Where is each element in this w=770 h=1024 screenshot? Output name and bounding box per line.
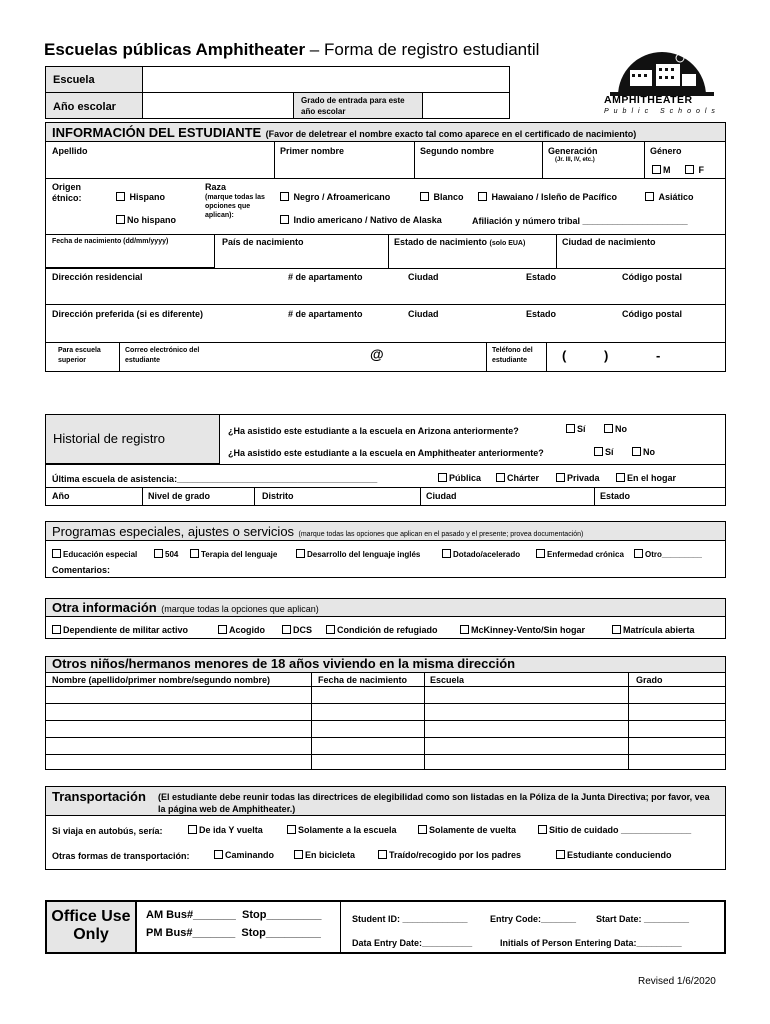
checkbox-icon[interactable] [296,549,305,558]
student-email-field[interactable] [216,344,484,370]
divider [556,234,557,268]
middle-name-field[interactable] [416,156,540,176]
program-chronic-option[interactable] [536,549,624,559]
checkbox-icon[interactable] [418,825,427,834]
race-native-option[interactable] [280,215,442,225]
program-special-ed-option[interactable] [52,549,137,559]
school-type-home-option[interactable] [616,473,676,483]
other-label: DCS [293,625,313,635]
pm-bus-field[interactable]: PM Bus#_______ Stop_________ [146,927,321,939]
birth-city-field[interactable] [558,248,724,266]
zip-label: Código postal [622,272,682,282]
race-black-option[interactable] [280,192,390,202]
program-label: Desarrollo del lenguaje inglés [307,550,421,559]
other-foster-option[interactable] [218,625,265,635]
gender-female-option[interactable] [685,165,704,175]
checkbox-icon[interactable] [442,549,451,558]
sibling-row[interactable] [46,704,724,719]
program-504-option[interactable] [154,549,178,559]
transport-driving-option[interactable] [556,850,672,860]
first-name-field[interactable] [276,156,412,176]
amphitheater-question: ¿Ha asistido este estudiante a la escuela en Amphitheater anteriormente? [228,448,544,458]
bus-option-label: Sitio de cuidado ______________ [549,825,692,835]
initials-field[interactable]: Initials of Person Entering Data:_________ [500,938,682,948]
other-open-enrollment-option[interactable] [612,625,695,635]
transport-note: (El estudiante debe reunir todas las directrices de elegibilidad como son listadas en la Póliza de la Junta Directiva; por favor, vea la página web de Amphitheater.) [158,792,710,814]
student-header-title: INFORMACIÓN DEL ESTUDIANTE [52,125,262,140]
logo-subtitle: Public Schools [604,108,720,115]
divider [274,142,275,178]
divider [45,342,726,343]
home-label: En el hogar [627,473,677,483]
student-email-label: Correo electrónico del estudiante [125,347,200,364]
checkbox-icon[interactable] [287,825,296,834]
revised-date: Revised 1/6/2020 [638,976,716,987]
checkbox-icon[interactable] [634,549,643,558]
bus-return-option[interactable] [418,825,516,835]
program-speech-option[interactable] [190,549,277,559]
phone-paren-close: ) [604,348,609,363]
public-label: Pública [449,473,482,483]
race-hawaiian-option[interactable] [478,192,617,202]
program-label: Terapia del lenguaje [201,550,278,559]
checkbox-icon[interactable] [538,825,547,834]
checkbox-icon[interactable] [645,192,654,201]
sibling-school-header: Escuela [430,675,465,685]
apt2-label: # de apartamento [288,309,363,319]
history-year-label: Año [52,491,70,501]
preferred-address-label: Dirección preferida (si es diferente) [52,309,204,319]
bus-option-label: Solamente de vuelta [429,825,517,835]
state-label: Estado [526,272,557,282]
checkbox-icon[interactable] [460,625,469,634]
transport-option-label: Caminando [225,850,275,860]
office-use-title: Office Use Only [51,908,131,943]
checkbox-icon[interactable] [536,549,545,558]
other-label: Matrícula abierta [623,625,695,635]
transport-parents-option[interactable] [378,850,521,860]
other-dcs-option[interactable] [282,625,312,635]
entry-grade-label: Grado de entrada para este año escolar [301,96,405,116]
checkbox-icon[interactable] [116,192,125,201]
divider [119,342,120,372]
transport-option-label: Traído/recogido por los padres [389,850,522,860]
race-native-label: Indio americano / Nativo de Alaska [293,215,442,225]
district-logo [600,48,724,120]
divider [388,234,389,268]
divider [45,268,726,269]
checkbox-icon[interactable] [420,192,429,201]
programs-note: (marque todas las opciones que aplican en el pasado y el presente; provea documentación) [298,531,584,538]
school-field[interactable] [142,66,510,93]
bus-option-label: Solamente a la escuela [298,825,397,835]
amphitheater-yes-option[interactable] [594,447,614,457]
generation-label: Generación [548,146,598,156]
programs-title: Programas especiales, ajustes o servicios [52,524,295,539]
birth-state-field[interactable] [390,248,554,266]
programs-title-row [52,523,583,541]
checkbox-icon[interactable] [326,625,335,634]
first-name-label: Primer nombre [280,146,345,156]
race-label: Raza [205,182,227,192]
city2-label: Ciudad [408,309,439,319]
program-label: Enfermedad crónica [547,550,624,559]
race-asian-option[interactable] [645,192,694,202]
birth-city-label: Ciudad de nacimiento [562,237,656,247]
checkbox-icon[interactable] [154,549,163,558]
checkbox-icon[interactable] [52,625,61,634]
home-address-label: Dirección residencial [52,272,143,282]
start-date-field[interactable]: Start Date: _________ [596,914,690,924]
other-transport-label: Otras formas de transportación: [52,851,190,861]
checkbox-icon[interactable] [116,215,125,224]
bus-roundtrip-option[interactable] [188,825,263,835]
divider [414,142,415,178]
arizona-no-label: No [615,424,627,434]
other-label: Acogido [229,625,265,635]
page-title [44,40,539,60]
sibling-row[interactable] [46,738,724,753]
generation-note: (Jr. III, IV, etc.) [555,157,595,163]
transport-option-label: Estudiante conduciendo [567,850,672,860]
student-phone-label: Teléfono del estudiante [492,347,533,364]
program-label: Dotado/acelerado [453,550,521,559]
transport-title: Transportación [52,789,146,804]
sibling-name-header: Nombre (apellido/primer nombre/segundo nombre) [52,675,271,685]
checkbox-icon[interactable] [280,192,289,201]
sibling-row[interactable] [46,755,724,769]
sibling-row[interactable] [46,721,724,736]
school-label-cell [45,66,143,93]
checkbox-icon[interactable] [685,165,694,174]
history-grade-label: Nivel de grado [148,491,211,501]
hispanic-label: Hispano [129,192,166,202]
amphitheater-no-option[interactable] [632,447,655,457]
checkbox-icon[interactable] [612,625,621,634]
birth-country-field[interactable] [216,248,386,266]
data-entry-date-field[interactable]: Data Entry Date:__________ [352,938,473,948]
birth-country-label: País de nacimiento [222,237,304,247]
checkbox-icon[interactable] [604,424,613,433]
other-label: Dependiente de militar activo [63,625,189,635]
sibling-row[interactable] [46,687,724,702]
last-name-field[interactable] [46,156,272,176]
checkbox-icon[interactable] [632,447,641,456]
middle-name-label: Segundo nombre [420,146,494,156]
checkbox-icon[interactable] [616,473,625,482]
amphitheater-yes-label: Sí [605,447,614,457]
arizona-yes-option[interactable] [566,424,586,434]
checkbox-icon[interactable] [190,549,199,558]
birth-state-text: Estado de nacimiento [394,237,488,247]
race-note: (marque todas las opciones que aplican): [205,194,265,219]
school-type-charter-option[interactable] [496,473,539,483]
checkbox-icon[interactable] [478,192,487,201]
program-label: 504 [165,550,179,559]
divider [254,487,255,506]
nonhispanic-option[interactable] [116,215,176,225]
race-black-label: Negro / Afroamericano [293,192,391,202]
checkbox-icon[interactable] [566,424,575,433]
other-military-option[interactable] [52,625,188,635]
bus-label: Si viaja en autobús, sería: [52,826,163,836]
charter-label: Chárter [507,473,540,483]
comments-label: Comentarios: [52,565,111,575]
gender-label: Género [650,146,682,156]
checkbox-icon[interactable] [282,625,291,634]
year-field[interactable] [142,92,294,119]
email-at-sign: @ [370,346,384,362]
home-address-field[interactable] [46,284,724,302]
arizona-question: ¿Ha asistido este estudiante a la escuela en Arizona anteriormente? [228,426,519,436]
history-title: Historial de registro [53,431,165,446]
race-white-option[interactable] [420,192,464,202]
nonhispanic-label: No hispano [127,215,176,225]
divider [340,901,341,953]
arizona-yes-label: Sí [577,424,586,434]
program-label: Otro_________ [645,550,702,559]
checkbox-icon[interactable] [594,447,603,456]
phone-dash: - [656,348,661,363]
last-name-label: Apellido [52,146,88,156]
divider [136,901,137,953]
transport-walking-option[interactable] [214,850,274,860]
bus-option-label: De ida Y vuelta [199,825,263,835]
divider [45,464,726,465]
school-type-private-option[interactable] [556,473,600,483]
program-label: Educación especial [63,550,138,559]
history-city-label: Ciudad [426,491,457,501]
checkbox-icon[interactable] [378,850,387,859]
divider [142,487,143,506]
city-label: Ciudad [408,272,439,282]
history-district-label: Distrito [262,491,294,501]
checkbox-icon[interactable] [652,165,661,174]
other-info-title-row [52,599,319,617]
other-info-title: Otra información [52,600,157,615]
transport-bicycle-option[interactable] [294,850,355,860]
am-bus-field[interactable]: AM Bus#_______ Stop_________ [146,909,322,921]
school-type-public-option[interactable] [438,473,481,483]
phone-paren-open: ( [562,348,567,363]
checkbox-icon[interactable] [496,473,505,482]
student-header [52,124,636,142]
checkbox-icon[interactable] [52,549,61,558]
year-label: Año escolar [53,101,116,113]
ethnic-origin-label: Origen étnico: [52,182,82,203]
student-phone-field[interactable] [548,344,724,370]
checkbox-icon[interactable] [294,850,303,859]
program-ell-option[interactable] [296,549,420,559]
checkbox-icon[interactable] [438,473,447,482]
gender-male-option[interactable] [652,165,671,175]
divider [542,142,543,178]
other-refugee-option[interactable] [326,625,438,635]
private-label: Privada [567,473,600,483]
divider [546,342,547,372]
race-asian-label: Asiático [658,192,694,202]
divider [486,342,487,372]
school-label: Escuela [53,74,95,86]
amphitheater-no-label: No [643,447,655,457]
student-header-note: (Favor de deletrear el nombre exacto tal como aparece en el certificado de nacimiento) [265,129,637,139]
sibling-dob-header: Fecha de nacimiento [318,675,408,685]
checkbox-icon[interactable] [218,625,227,634]
logo-name: AMPHITHEATER [604,94,693,106]
other-info-note: (marque todas la opciones que aplican) [161,604,319,614]
arizona-no-option[interactable] [604,424,627,434]
state2-label: Estado [526,309,557,319]
history-state-label: Estado [600,491,631,501]
other-label: Condición de refugiado [337,625,438,635]
divider [594,487,595,506]
bus-care-site-option[interactable] [538,825,691,835]
gender-male-label: M [663,165,671,175]
checkbox-icon[interactable] [556,473,565,482]
race-white-label: Blanco [433,192,464,202]
student-id-field[interactable]: Student ID: _____________ [352,914,468,924]
checkbox-icon[interactable] [188,825,197,834]
bus-to-school-option[interactable] [287,825,397,835]
high-school-label: Para escuela superior [58,347,101,364]
entry-grade-field[interactable] [422,92,510,119]
race-hawaiian-label: Hawaiano / Isleño de Pacífico [491,192,618,202]
dob-label: Fecha de nacimiento (dd/mm/yyyy) [52,238,169,245]
year-label-cell [45,92,143,119]
divider [420,487,421,506]
title-dash: – [305,40,324,59]
divider [45,304,726,305]
birth-state-note: (solo EUA) [489,240,526,247]
checkbox-icon[interactable] [214,850,223,859]
transport-option-label: En bicicleta [305,850,356,860]
zip2-label: Código postal [622,309,682,319]
last-school-field[interactable]: Última escuela de asistencia:________________________________________ [52,474,378,484]
divider [45,178,726,179]
siblings-title: Otros niños/hermanos menores de 18 años viviendo en la misma dirección [52,656,516,671]
other-label: McKinney-Vento/Sin hogar [471,625,586,635]
logo-building-icon [600,48,724,98]
preferred-address-field[interactable] [46,320,724,340]
entry-code-field[interactable]: Entry Code:_______ [490,914,577,924]
sibling-grade-header: Grado [636,675,663,685]
apt-label: # de apartamento [288,272,363,282]
title-bold: Escuelas públicas Amphitheater [44,40,306,59]
comments-field[interactable] [120,562,720,576]
program-gifted-option[interactable] [442,549,520,559]
program-other-option[interactable] [634,549,702,559]
birth-state-label [394,237,525,247]
entry-grade-label-cell [293,92,423,119]
checkbox-icon[interactable] [556,850,565,859]
divider [644,142,645,178]
divider [45,487,726,488]
gender-female-label: F [698,165,705,175]
tribal-affiliation-field[interactable]: Afiliación y número tribal _____________________ [472,216,688,226]
checkbox-icon[interactable] [280,215,289,224]
other-mckinney-option[interactable] [460,625,585,635]
history-title-cell [45,414,220,464]
title-rest: Forma de registro estudiantil [323,40,540,59]
hispanic-option[interactable] [116,192,165,202]
